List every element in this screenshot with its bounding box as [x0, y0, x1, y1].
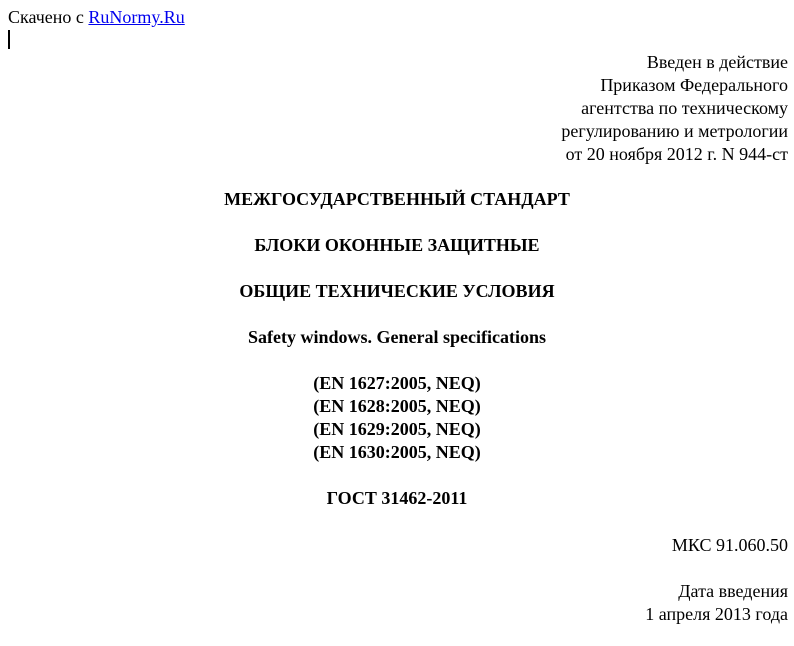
en-references: [0, 372, 794, 464]
approval-line: Приказом Федерального: [600, 75, 788, 95]
source-prefix: Скачено с: [8, 7, 84, 27]
approval-line: от 20 ноября 2012 г. N 944-ст: [565, 144, 788, 164]
en-reference: (EN 1630:2005, NEQ): [313, 442, 481, 462]
approval-line: агентства по техническому: [581, 98, 788, 118]
introduction-date: 1 апреля 2013 года: [645, 604, 788, 624]
approval-block: [561, 51, 788, 166]
text-cursor: [8, 30, 10, 49]
approval-line: Введен в действие: [646, 52, 788, 72]
source-link[interactable]: RuNormy.Ru: [88, 7, 185, 27]
introduction-label: Дата введения: [678, 581, 788, 601]
en-reference: (EN 1628:2005, NEQ): [313, 396, 481, 416]
en-reference: (EN 1627:2005, NEQ): [313, 373, 481, 393]
document-subtitle: ОБЩИЕ ТЕХНИЧЕСКИЕ УСЛОВИЯ: [239, 281, 555, 301]
approval-line: регулированию и метрологии: [561, 121, 788, 141]
introduction-date-block: [645, 580, 788, 626]
english-title: Safety windows. General specifications: [248, 327, 546, 347]
source-line: [8, 6, 185, 28]
mks-code: МКС 91.060.50: [671, 535, 788, 555]
standard-type-heading: МЕЖГОСУДАРСТВЕННЫЙ СТАНДАРТ: [224, 189, 570, 209]
en-reference: (EN 1629:2005, NEQ): [313, 419, 481, 439]
gost-number: ГОСТ 31462-2011: [326, 488, 468, 508]
document-title: БЛОКИ ОКОННЫЕ ЗАЩИТНЫЕ: [254, 235, 540, 255]
